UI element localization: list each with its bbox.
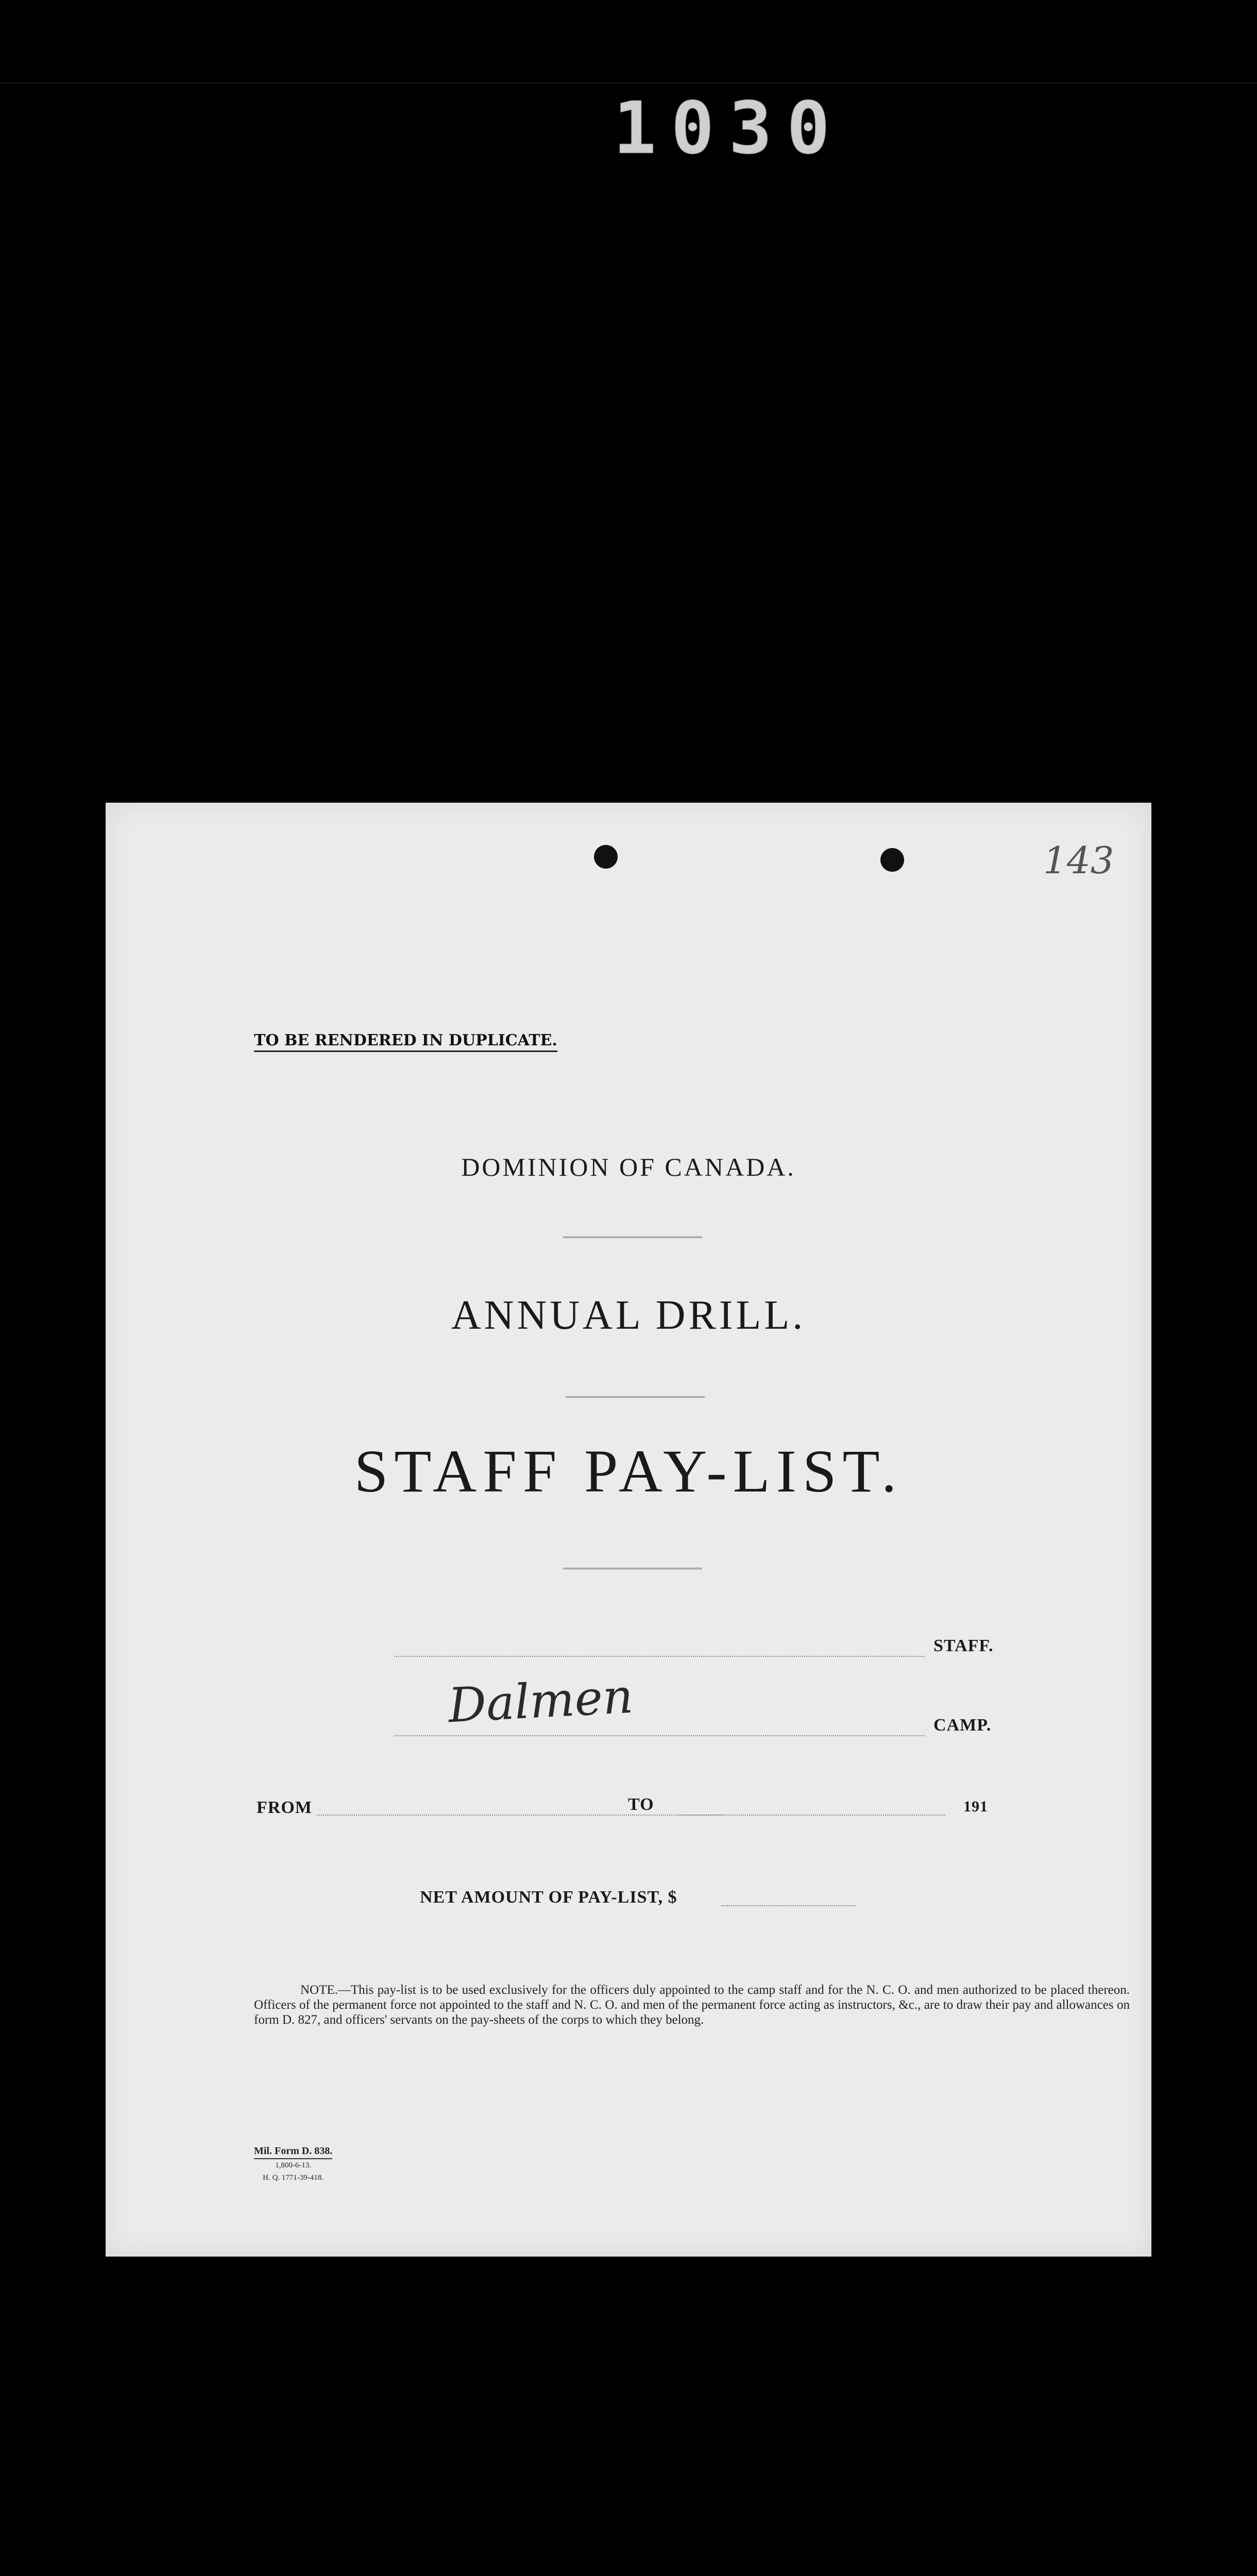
duplicate-notice: TO BE RENDERED IN DUPLICATE. bbox=[254, 1031, 557, 1052]
instruction-note: NOTE.—This pay-list is to be used exclusively for the officers duly appointed to the camp staff and for the N. C. O. and men authorized to be placed thereon. Officers of the permanent force not appointed to the staff and N. C. O. and men of the permanent force acting as instructors, &c., are to draw their pay and allowances on form D. 827, and officers' servants on the pay-sheets of the corps to which they belong. bbox=[254, 1983, 1130, 2027]
camp-handwritten-value: Dalmen bbox=[447, 1668, 635, 1734]
punch-hole-right bbox=[880, 848, 904, 872]
film-top-line bbox=[0, 82, 1257, 83]
staff-label: STAFF. bbox=[933, 1636, 994, 1655]
frame-number: 1030 bbox=[613, 87, 845, 171]
form-identifier bbox=[254, 2145, 332, 2184]
camp-field-line bbox=[394, 1735, 925, 1736]
form-hq-reference: H. Q. 1771-39-418. bbox=[263, 2174, 324, 2182]
net-amount-field-line bbox=[721, 1905, 855, 1906]
net-amount-label: NET AMOUNT OF PAY-LIST, $ bbox=[420, 1888, 677, 1907]
folio-number: 143 bbox=[1043, 839, 1114, 882]
year-prefix: 191 bbox=[963, 1798, 988, 1815]
annual-drill-heading: ANNUAL DRILL. bbox=[451, 1293, 806, 1338]
divider-rule bbox=[563, 1236, 702, 1238]
document-page bbox=[106, 803, 1151, 2257]
from-label: FROM bbox=[257, 1798, 312, 1817]
staff-field-line bbox=[394, 1656, 925, 1657]
camp-label: CAMP. bbox=[933, 1716, 992, 1735]
form-number: Mil. Form D. 838. bbox=[254, 2145, 332, 2159]
dominion-heading: DOMINION OF CANADA. bbox=[461, 1153, 796, 1181]
form-print-run: 1,800-6-13. bbox=[275, 2161, 312, 2170]
to-label: TO bbox=[625, 1795, 657, 1815]
punch-hole-left bbox=[594, 845, 618, 869]
page-title: STAFF PAY-LIST. bbox=[354, 1437, 903, 1505]
divider-rule bbox=[566, 1396, 705, 1398]
divider-rule bbox=[563, 1568, 702, 1569]
from-field-line bbox=[317, 1815, 724, 1816]
to-field-line bbox=[677, 1815, 945, 1816]
